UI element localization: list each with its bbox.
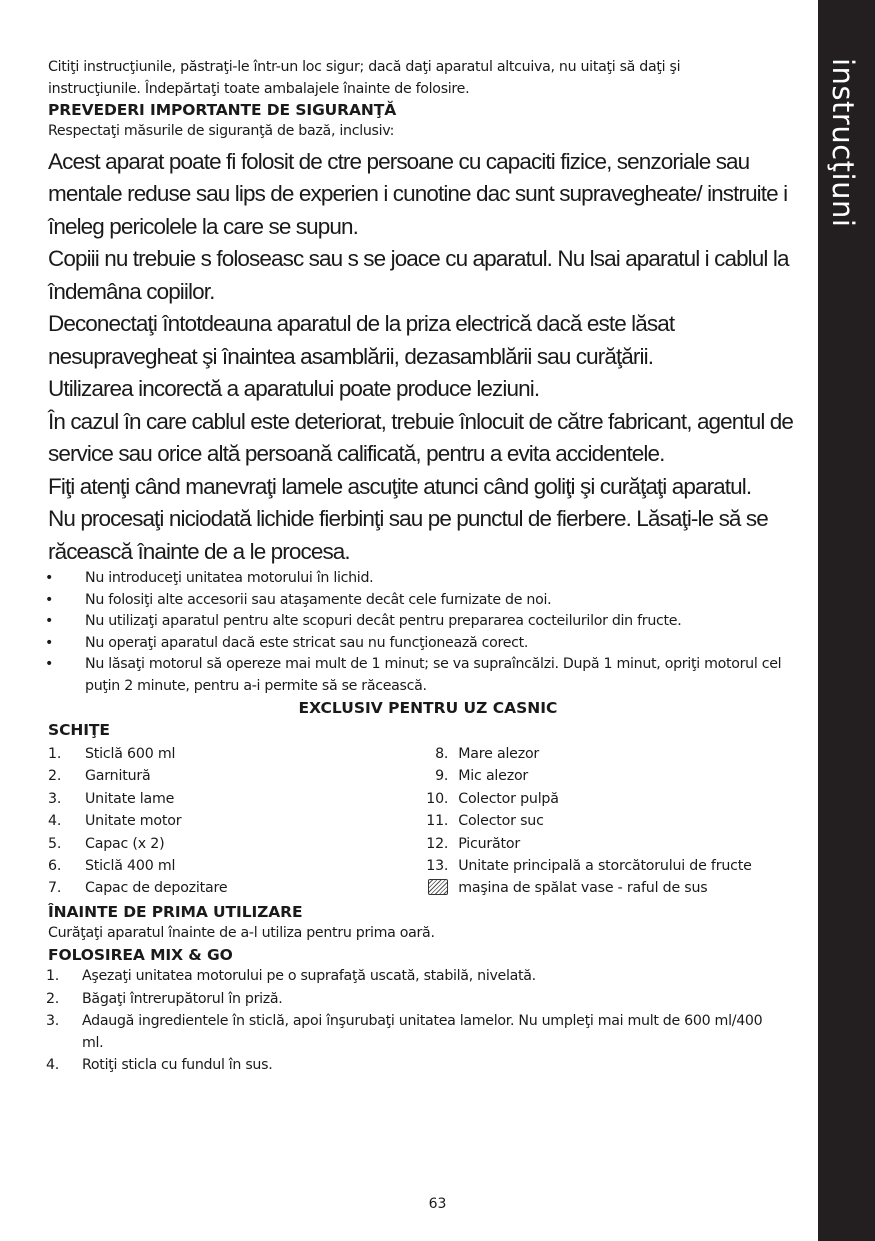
list-item: • Nu introduceţi unitatea motorului în lichid. (48, 568, 808, 590)
list-item (48, 1011, 808, 1054)
part-label: Picurător (458, 835, 521, 852)
part-label: Unitate lame (85, 790, 175, 807)
part-number: 8. (435, 746, 449, 762)
list-item (48, 1055, 808, 1077)
part-label: Mic alezor (458, 768, 529, 785)
dishwasher-icon (428, 879, 448, 895)
list-item (418, 833, 808, 855)
safety-subtitle: Respectaţi măsurile de siguranţă de bază, inclusiv: (48, 123, 395, 139)
page-content (48, 57, 808, 1078)
before-first-use-heading: ÎNAINTE DE PRIMA UTILIZARE (48, 902, 303, 921)
list-item (48, 810, 418, 832)
part-label: Capac de depozitare (85, 880, 228, 897)
safety-large-paragraphs (48, 146, 808, 569)
safety-paragraph: Fiţi atenţi când manevraţi lamele ascuţite atunci când goliţi şi curăţaţi aparatul. (48, 473, 752, 499)
step-text: Băgaţi întrerupătorul în priză. (82, 990, 283, 1007)
before-first-use-text: Curăţaţi aparatul înainte de a-l utiliza pentru prima oară. (48, 924, 435, 941)
sidebar-label: instrucţiuni (826, 58, 860, 228)
part-number: 10. (426, 790, 449, 807)
part-label: Garnitură (85, 768, 151, 785)
safety-paragraph: Nu procesaţi niciodată lichide fierbinţi sau pe punctul de fierbere. Lăsaţi-le să se răcească înainte de a le procesa. (48, 506, 768, 564)
list-item (48, 833, 418, 855)
part-number: 11. (426, 813, 449, 830)
part-label: Mare alezor (458, 746, 540, 762)
step-text: Aşezaţi unitatea motorului pe o suprafaţă uscată, stabilă, nivelată. (82, 968, 536, 985)
part-label: Sticlă 600 ml (85, 746, 176, 762)
safety-paragraph: Utilizarea incorectă a aparatului poate produce leziuni. (48, 376, 540, 401)
list-item (418, 743, 808, 765)
part-number: 7. (48, 880, 62, 897)
list-item: • Nu operaţi aparatul dacă este stricat sau nu funcţionează corect. (48, 633, 808, 655)
part-number: 2. (48, 768, 62, 785)
step-number: 2. (46, 990, 59, 1007)
step-text: Rotiţi sticla cu fundul în sus. (82, 1057, 273, 1074)
part-number: 1. (48, 746, 62, 762)
list-item (418, 788, 808, 810)
intro-line-1: Citiţi instrucţiunile, păstraţi-le într-un loc sigur; dacă daţi aparatul altcuiva, nu uitaţi să daţi şi (48, 59, 681, 75)
list-item (48, 966, 808, 988)
sidebar-tab (818, 0, 875, 1241)
mix-go-heading: FOLOSIREA MIX & GO (48, 946, 233, 965)
step-number: 3. (46, 1013, 59, 1030)
part-label: Unitate motor (85, 813, 182, 830)
part-label: Colector suc (458, 813, 544, 830)
step-number: 4. (46, 1057, 59, 1074)
part-number: 6. (48, 858, 62, 875)
list-item (418, 810, 808, 832)
list-item: • Nu utilizaţi aparatul pentru alte scopuri decât pentru prepararea cocteilurilor din fructe. (48, 611, 808, 633)
mix-go-steps (48, 966, 808, 1077)
parts-heading: SCHIŢE (48, 721, 110, 739)
safety-paragraph: Copiii nu trebuie s foloseasc sau s se joace cu aparatul. Nu lsai aparatul i cablul la îndemâna copiilor. (48, 246, 789, 304)
safety-bullet-list (48, 568, 808, 697)
part-number: 13. (426, 858, 449, 875)
part-label: Colector pulpă (458, 790, 559, 807)
list-item (418, 855, 808, 877)
part-number: 3. (48, 790, 62, 807)
part-label: Unitate principală a storcătorului de fructe (458, 858, 752, 875)
list-item (418, 765, 808, 787)
intro-text (48, 57, 808, 100)
parts-column-right (418, 743, 808, 901)
list-item (48, 788, 418, 810)
dishwasher-note (418, 877, 808, 900)
page-number: 63 (428, 1196, 447, 1212)
list-item (48, 877, 418, 899)
safety-heading: PREVEDERI IMPORTANTE DE SIGURANŢĂ (48, 101, 397, 119)
part-number: 12. (426, 835, 449, 852)
list-item (48, 989, 808, 1011)
safety-paragraph: Acest aparat poate fi folosit de ctre persoane cu capaciti fizice, senzoriale sau mentale reduse sau lips de experien i cunotine dac sunt supravegheate/ instruite i îneleg pericolele la care se supun. (48, 148, 788, 239)
parts-column-left (48, 743, 418, 901)
list-item: • Nu folosiţi alte accesorii sau ataşamente decât cele furnizate de noi. (48, 590, 808, 612)
part-number: 9. (435, 768, 449, 785)
part-label: Sticlă 400 ml (85, 858, 176, 875)
list-item: • Nu lăsaţi motorul să opereze mai mult de 1 minut; se va supraîncălzi. După 1 minut, opriţi motorul cel puţin 2 minute, pentru a-i permite să se răcească. (48, 654, 808, 697)
list-item (48, 855, 418, 877)
safety-paragraph: Deconectaţi întotdeauna aparatul de la priza electrică dacă este lăsat nesupravegheat şi înaintea asamblării, dezasamblării sau curăţării. (48, 311, 675, 369)
part-number: 5. (48, 835, 62, 852)
safety-paragraph: În cazul în care cablul este deteriorat, trebuie înlocuit de către fabricant, agentul de service sau orice altă persoană calificată, pentru a evita accidentele. (48, 408, 794, 466)
part-number: 4. (48, 813, 62, 830)
step-number: 1. (46, 968, 59, 985)
parts-list (48, 743, 808, 901)
list-item (48, 765, 418, 787)
household-use-heading: EXCLUSIV PENTRU UZ CASNIC (298, 699, 558, 717)
intro-line-2: instrucţiunile. Îndepărtaţi toate ambalajele înainte de folosire. (48, 80, 470, 97)
list-item (48, 743, 418, 765)
dishwasher-label: maşina de spălat vase - raful de sus (458, 880, 708, 897)
step-text: Adaugă ingredientele în sticlă, apoi înşurubaţi unitatea lamelor. Nu umpleţi mai mult de 600 ml/400 ml. (82, 1013, 763, 1051)
part-label: Capac (x 2) (85, 835, 165, 852)
